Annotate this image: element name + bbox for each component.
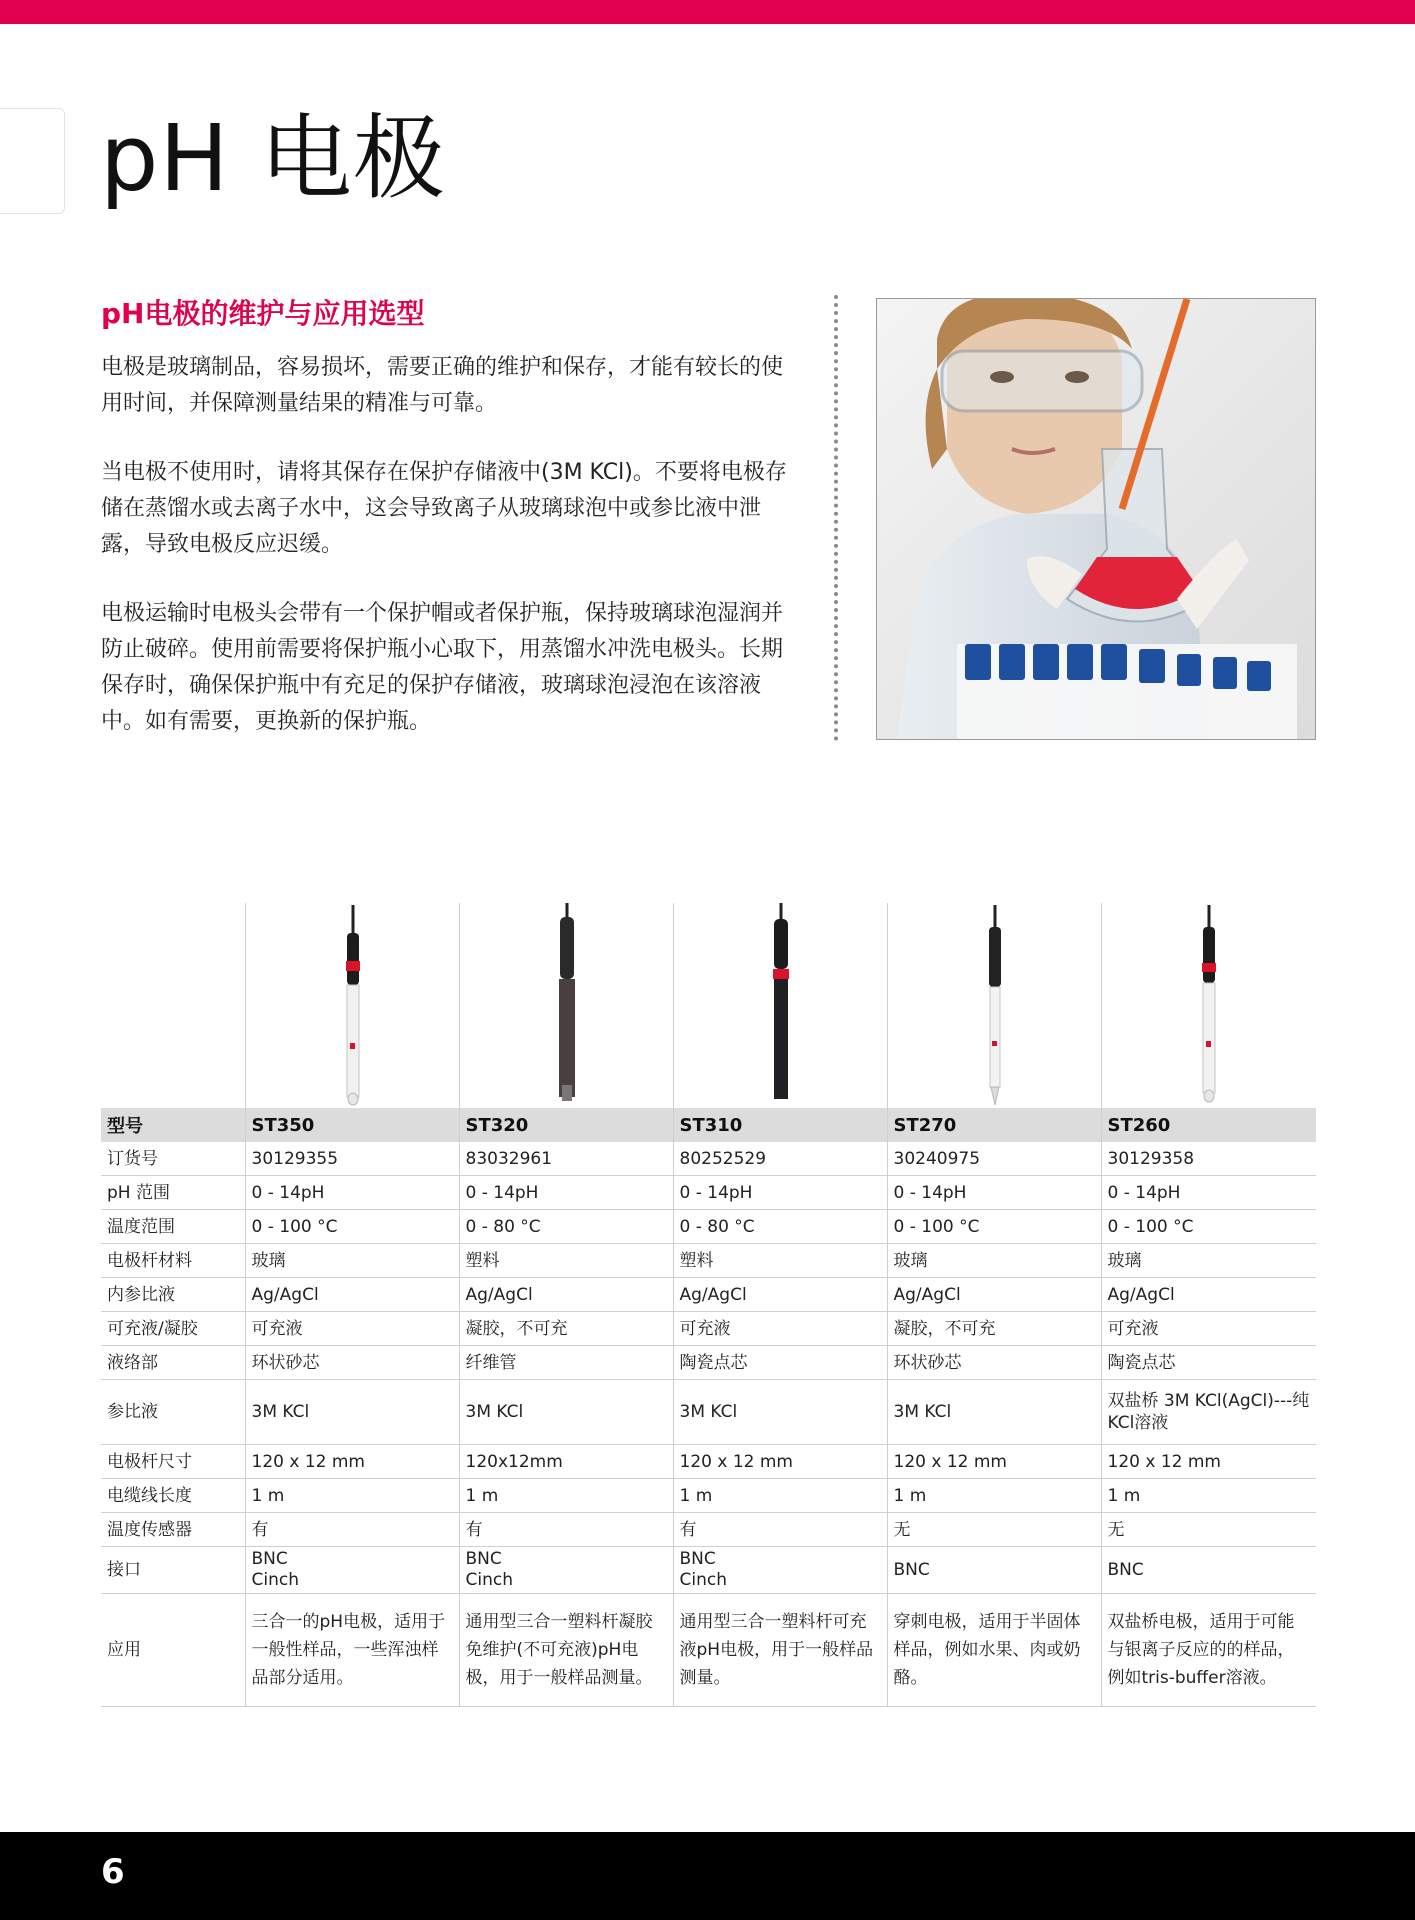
electrode-image-st270 bbox=[887, 903, 1102, 1109]
table-cell: 0 - 100 °C bbox=[245, 1210, 459, 1244]
table-cell: 通用型三合一塑料杆凝胶免维护(不可充液)pH电极，用于一般样品测量。 bbox=[459, 1594, 673, 1707]
table-cell: 0 - 14pH bbox=[245, 1176, 459, 1210]
table-cell: BNC Cinch bbox=[673, 1547, 887, 1594]
electrode-image-st350 bbox=[245, 903, 460, 1109]
table-cell: BNC Cinch bbox=[459, 1547, 673, 1594]
table-cell: BNC Cinch bbox=[245, 1547, 459, 1594]
table-cell: 0 - 14pH bbox=[1101, 1176, 1316, 1210]
table-row bbox=[101, 1547, 1316, 1594]
intro-text bbox=[101, 350, 801, 773]
table-cell: 可充液 bbox=[1101, 1312, 1316, 1346]
table-cell: 30129355 bbox=[245, 1142, 459, 1176]
table-cell: 无 bbox=[887, 1513, 1101, 1547]
intro-paragraph-3: 电极运输时电极头会带有一个保护帽或者保护瓶，保持玻璃球泡湿润并防止破碎。使用前需要将保护瓶小心取下，用蒸馏水冲洗电极头。长期保存时，确保保护瓶中有充足的保护存储液，玻璃球泡浸泡在该溶液中。如有需要，更换新的保护瓶。 bbox=[101, 601, 784, 734]
intro-paragraph-2: 当电极不使用时，请将其保存在保护存储液中(3M KCl)。不要将电极存储在蒸馏水或去离子水中，这会导致离子从玻璃球泡中或参比液中泄露，导致电极反应迟缓。 bbox=[101, 460, 787, 557]
table-cell: 双盐桥 3M KCl(AgCl)---纯KCl溶液 bbox=[1101, 1380, 1316, 1445]
table-cell: 玻璃 bbox=[887, 1244, 1101, 1278]
lab-photo-illustration bbox=[877, 299, 1315, 739]
table-row bbox=[101, 1479, 1316, 1513]
table-cell: 0 - 100 °C bbox=[1101, 1210, 1316, 1244]
row-label: 应用 bbox=[101, 1594, 245, 1707]
table-row bbox=[101, 1244, 1316, 1278]
table-row bbox=[101, 1210, 1316, 1244]
table-cell: 80252529 bbox=[673, 1142, 887, 1176]
table-cell: 穿刺电极，适用于半固体样品，例如水果、肉或奶酪。 bbox=[887, 1594, 1101, 1707]
table-cell: 3M KCl bbox=[673, 1380, 887, 1445]
table-row bbox=[101, 1142, 1316, 1176]
table-cell: 玻璃 bbox=[245, 1244, 459, 1278]
table-cell: Ag/AgCl bbox=[1101, 1278, 1316, 1312]
table-cell: Ag/AgCl bbox=[887, 1278, 1101, 1312]
table-cell: 玻璃 bbox=[1101, 1244, 1316, 1278]
page-number: 6 bbox=[101, 1852, 125, 1892]
table-cell: 塑料 bbox=[673, 1244, 887, 1278]
table-row bbox=[101, 1380, 1316, 1445]
row-label: 温度传感器 bbox=[101, 1513, 245, 1547]
table-cell: 凝胶，不可充 bbox=[887, 1312, 1101, 1346]
title-tab-mark bbox=[0, 108, 65, 214]
table-cell: 120 x 12 mm bbox=[887, 1445, 1101, 1479]
row-label: 电极杆尺寸 bbox=[101, 1445, 245, 1479]
table-row bbox=[101, 1594, 1316, 1707]
row-label: 订货号 bbox=[101, 1142, 245, 1176]
table-cell: 0 - 80 °C bbox=[673, 1210, 887, 1244]
row-label: 参比液 bbox=[101, 1380, 245, 1445]
electrode-image-st320 bbox=[459, 903, 674, 1109]
table-cell: 凝胶，不可充 bbox=[459, 1312, 673, 1346]
table-cell: 3M KCl bbox=[887, 1380, 1101, 1445]
table-row bbox=[101, 1312, 1316, 1346]
table-cell: 0 - 14pH bbox=[459, 1176, 673, 1210]
dotted-divider bbox=[834, 295, 838, 741]
table-cell: 环状砂芯 bbox=[887, 1346, 1101, 1380]
row-label: 温度范围 bbox=[101, 1210, 245, 1244]
table-cell: 120 x 12 mm bbox=[673, 1445, 887, 1479]
footer-bar bbox=[0, 1832, 1415, 1920]
row-label: pH 范围 bbox=[101, 1176, 245, 1210]
table-cell: 3M KCl bbox=[459, 1380, 673, 1445]
row-label: 液络部 bbox=[101, 1346, 245, 1380]
table-cell: 三合一的pH电极，适用于一般性样品，一些浑浊样品部分适用。 bbox=[245, 1594, 459, 1707]
table-cell: 1 m bbox=[459, 1479, 673, 1513]
row-label: 电极杆材料 bbox=[101, 1244, 245, 1278]
table-cell: 0 - 80 °C bbox=[459, 1210, 673, 1244]
table-row bbox=[101, 1278, 1316, 1312]
electrode-spec-table bbox=[101, 1108, 1316, 1707]
intro-paragraph-1: 电极是玻璃制品，容易损坏，需要正确的维护和保存，才能有较长的使用时间，并保障测量结果的精准与可靠。 bbox=[101, 355, 784, 416]
table-row bbox=[101, 1176, 1316, 1210]
table-cell: 1 m bbox=[673, 1479, 887, 1513]
table-cell: BNC bbox=[887, 1547, 1101, 1594]
table-row bbox=[101, 1445, 1316, 1479]
table-cell: 30240975 bbox=[887, 1142, 1101, 1176]
table-row bbox=[101, 1513, 1316, 1547]
table-cell: 3M KCl bbox=[245, 1380, 459, 1445]
electrode-image-st260 bbox=[1101, 903, 1317, 1109]
header-cell-label: 型号 bbox=[101, 1108, 245, 1142]
header-cell-model: ST320 bbox=[459, 1108, 673, 1142]
top-accent-bar bbox=[0, 0, 1415, 24]
row-label: 可充液/凝胶 bbox=[101, 1312, 245, 1346]
electrode-images-row bbox=[101, 903, 1316, 1109]
table-cell: Ag/AgCl bbox=[245, 1278, 459, 1312]
table-cell: 83032961 bbox=[459, 1142, 673, 1176]
table-cell: 陶瓷点芯 bbox=[1101, 1346, 1316, 1380]
table-cell: 可充液 bbox=[673, 1312, 887, 1346]
table-cell: 有 bbox=[673, 1513, 887, 1547]
table-cell: 0 - 100 °C bbox=[887, 1210, 1101, 1244]
table-cell: 双盐桥电极，适用于可能与银离子反应的的样品，例如tris-buffer溶液。 bbox=[1101, 1594, 1316, 1707]
table-cell: 有 bbox=[459, 1513, 673, 1547]
row-label: 接口 bbox=[101, 1547, 245, 1594]
row-label: 电缆线长度 bbox=[101, 1479, 245, 1513]
table-cell: 纤维管 bbox=[459, 1346, 673, 1380]
table-cell: 120 x 12 mm bbox=[1101, 1445, 1316, 1479]
table-cell: Ag/AgCl bbox=[673, 1278, 887, 1312]
table-cell: 1 m bbox=[887, 1479, 1101, 1513]
electrode-image-st310 bbox=[673, 903, 888, 1109]
table-cell: 环状砂芯 bbox=[245, 1346, 459, 1380]
page-title: pH 电极 bbox=[100, 105, 446, 212]
header-cell-model: ST260 bbox=[1101, 1108, 1316, 1142]
row-label: 内参比液 bbox=[101, 1278, 245, 1312]
table-cell: 通用型三合一塑料杆可充液pH电极，用于一般样品测量。 bbox=[673, 1594, 887, 1707]
table-cell: 120 x 12 mm bbox=[245, 1445, 459, 1479]
table-cell: 120x12mm bbox=[459, 1445, 673, 1479]
section-heading: pH电极的维护与应用选型 bbox=[101, 297, 425, 330]
lab-scientist-photo bbox=[876, 298, 1316, 740]
header-cell-model: ST350 bbox=[245, 1108, 459, 1142]
table-header-row bbox=[101, 1108, 1316, 1142]
table-cell: 塑料 bbox=[459, 1244, 673, 1278]
table-cell: 30129358 bbox=[1101, 1142, 1316, 1176]
table-cell: 1 m bbox=[1101, 1479, 1316, 1513]
table-cell: 陶瓷点芯 bbox=[673, 1346, 887, 1380]
table-cell: 可充液 bbox=[245, 1312, 459, 1346]
table-row bbox=[101, 1346, 1316, 1380]
table-cell: 1 m bbox=[245, 1479, 459, 1513]
header-cell-model: ST270 bbox=[887, 1108, 1101, 1142]
table-cell: 有 bbox=[245, 1513, 459, 1547]
table-cell: Ag/AgCl bbox=[459, 1278, 673, 1312]
table-cell: BNC bbox=[1101, 1547, 1316, 1594]
header-cell-model: ST310 bbox=[673, 1108, 887, 1142]
table-cell: 0 - 14pH bbox=[887, 1176, 1101, 1210]
table-cell: 0 - 14pH bbox=[673, 1176, 887, 1210]
table-cell: 无 bbox=[1101, 1513, 1316, 1547]
